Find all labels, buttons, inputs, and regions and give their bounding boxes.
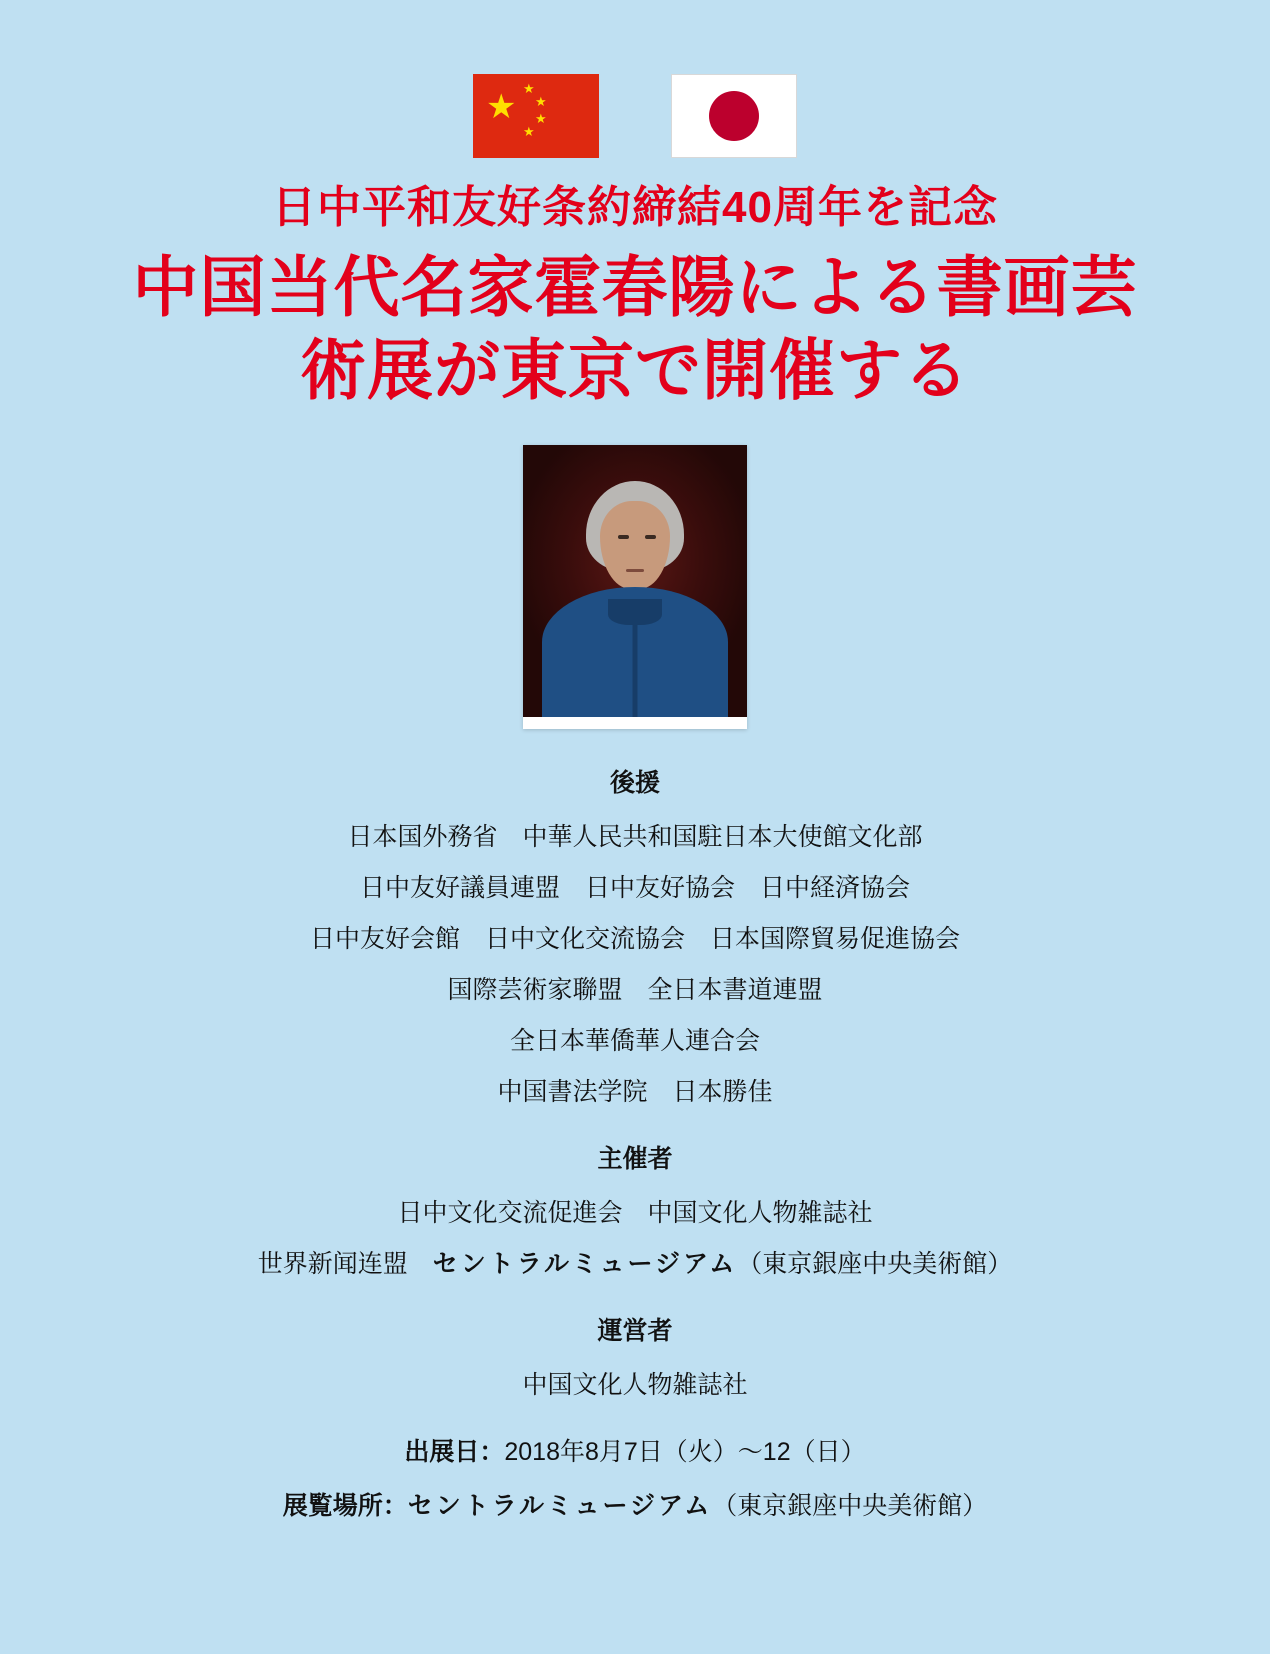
portrait-eye (618, 535, 629, 539)
china-flag-small-star-icon: ★ (523, 81, 535, 96)
china-flag-small-star-icon: ★ (535, 94, 547, 109)
organizer-line-venue (258, 1252, 1013, 1277)
support-list (310, 825, 960, 1105)
japan-flag-disc-icon (709, 91, 759, 141)
exhibition-details (283, 1432, 988, 1522)
organizer-venue-suffix: （東京銀座中央美術館） (737, 1250, 1013, 1279)
exhibition-venue-name: セントラルミュージアム (407, 1492, 713, 1521)
support-line: 国際芸術家聯盟 全日本書道連盟 (447, 976, 823, 1005)
china-flag-small-star-icon: ★ (535, 111, 547, 126)
support-line: 日中友好会館 日中文化交流協会 日本国際貿易促進協会 (309, 925, 960, 954)
portrait-eye (645, 535, 656, 539)
organizer-venue-name: セントラルミュージアム (432, 1250, 738, 1279)
flag-row (473, 74, 797, 158)
organizer-line-prefix: 世界新闻连盟 (257, 1250, 433, 1279)
operator-line: 中国文化人物雑誌社 (522, 1371, 748, 1400)
japan-flag-icon (671, 74, 797, 158)
poster-kicker: 日中平和友好条約締結40周年を記念 (272, 183, 998, 232)
poster-title-line-1: 中国当代名家霍春陽による書画芸 (132, 250, 1138, 325)
exhibition-date-label: 出展日： (404, 1438, 505, 1467)
china-flag-icon (473, 74, 599, 158)
organizer-section-label: 主催者 (597, 1145, 673, 1174)
china-flag-big-star-icon: ★ (486, 88, 517, 126)
exhibition-venue (283, 1486, 988, 1522)
support-section-label: 後援 (609, 769, 660, 798)
portrait-placket (633, 621, 638, 717)
exhibition-venue-label: 展覧場所： (282, 1492, 408, 1521)
operator-section-label: 運営者 (597, 1317, 673, 1346)
portrait-mouth (626, 569, 644, 572)
exhibition-date-value: 2018年8月7日（火）～12（日） (504, 1438, 866, 1467)
poster-title-line-2: 術展が東京で開催する (300, 332, 970, 407)
exhibition-venue-suffix: （東京銀座中央美術館） (712, 1492, 988, 1521)
support-line: 中国書法学院 日本勝佳 (497, 1078, 773, 1107)
artist-portrait-image (523, 445, 747, 717)
support-line: 日中友好議員連盟 日中友好協会 日中経済協会 (359, 874, 910, 903)
organizer-list (258, 1201, 1013, 1277)
poster-title (133, 246, 1138, 411)
china-flag-small-star-icon: ★ (523, 124, 535, 139)
support-line: 全日本華僑華人連合会 (509, 1027, 760, 1056)
artist-portrait (523, 445, 747, 729)
exhibition-date (404, 1432, 865, 1468)
organizer-line: 日中文化交流促進会 中国文化人物雑誌社 (397, 1199, 873, 1228)
support-line: 日本国外務省 中華人民共和国駐日本大使館文化部 (347, 823, 923, 852)
portrait-face (600, 501, 670, 589)
